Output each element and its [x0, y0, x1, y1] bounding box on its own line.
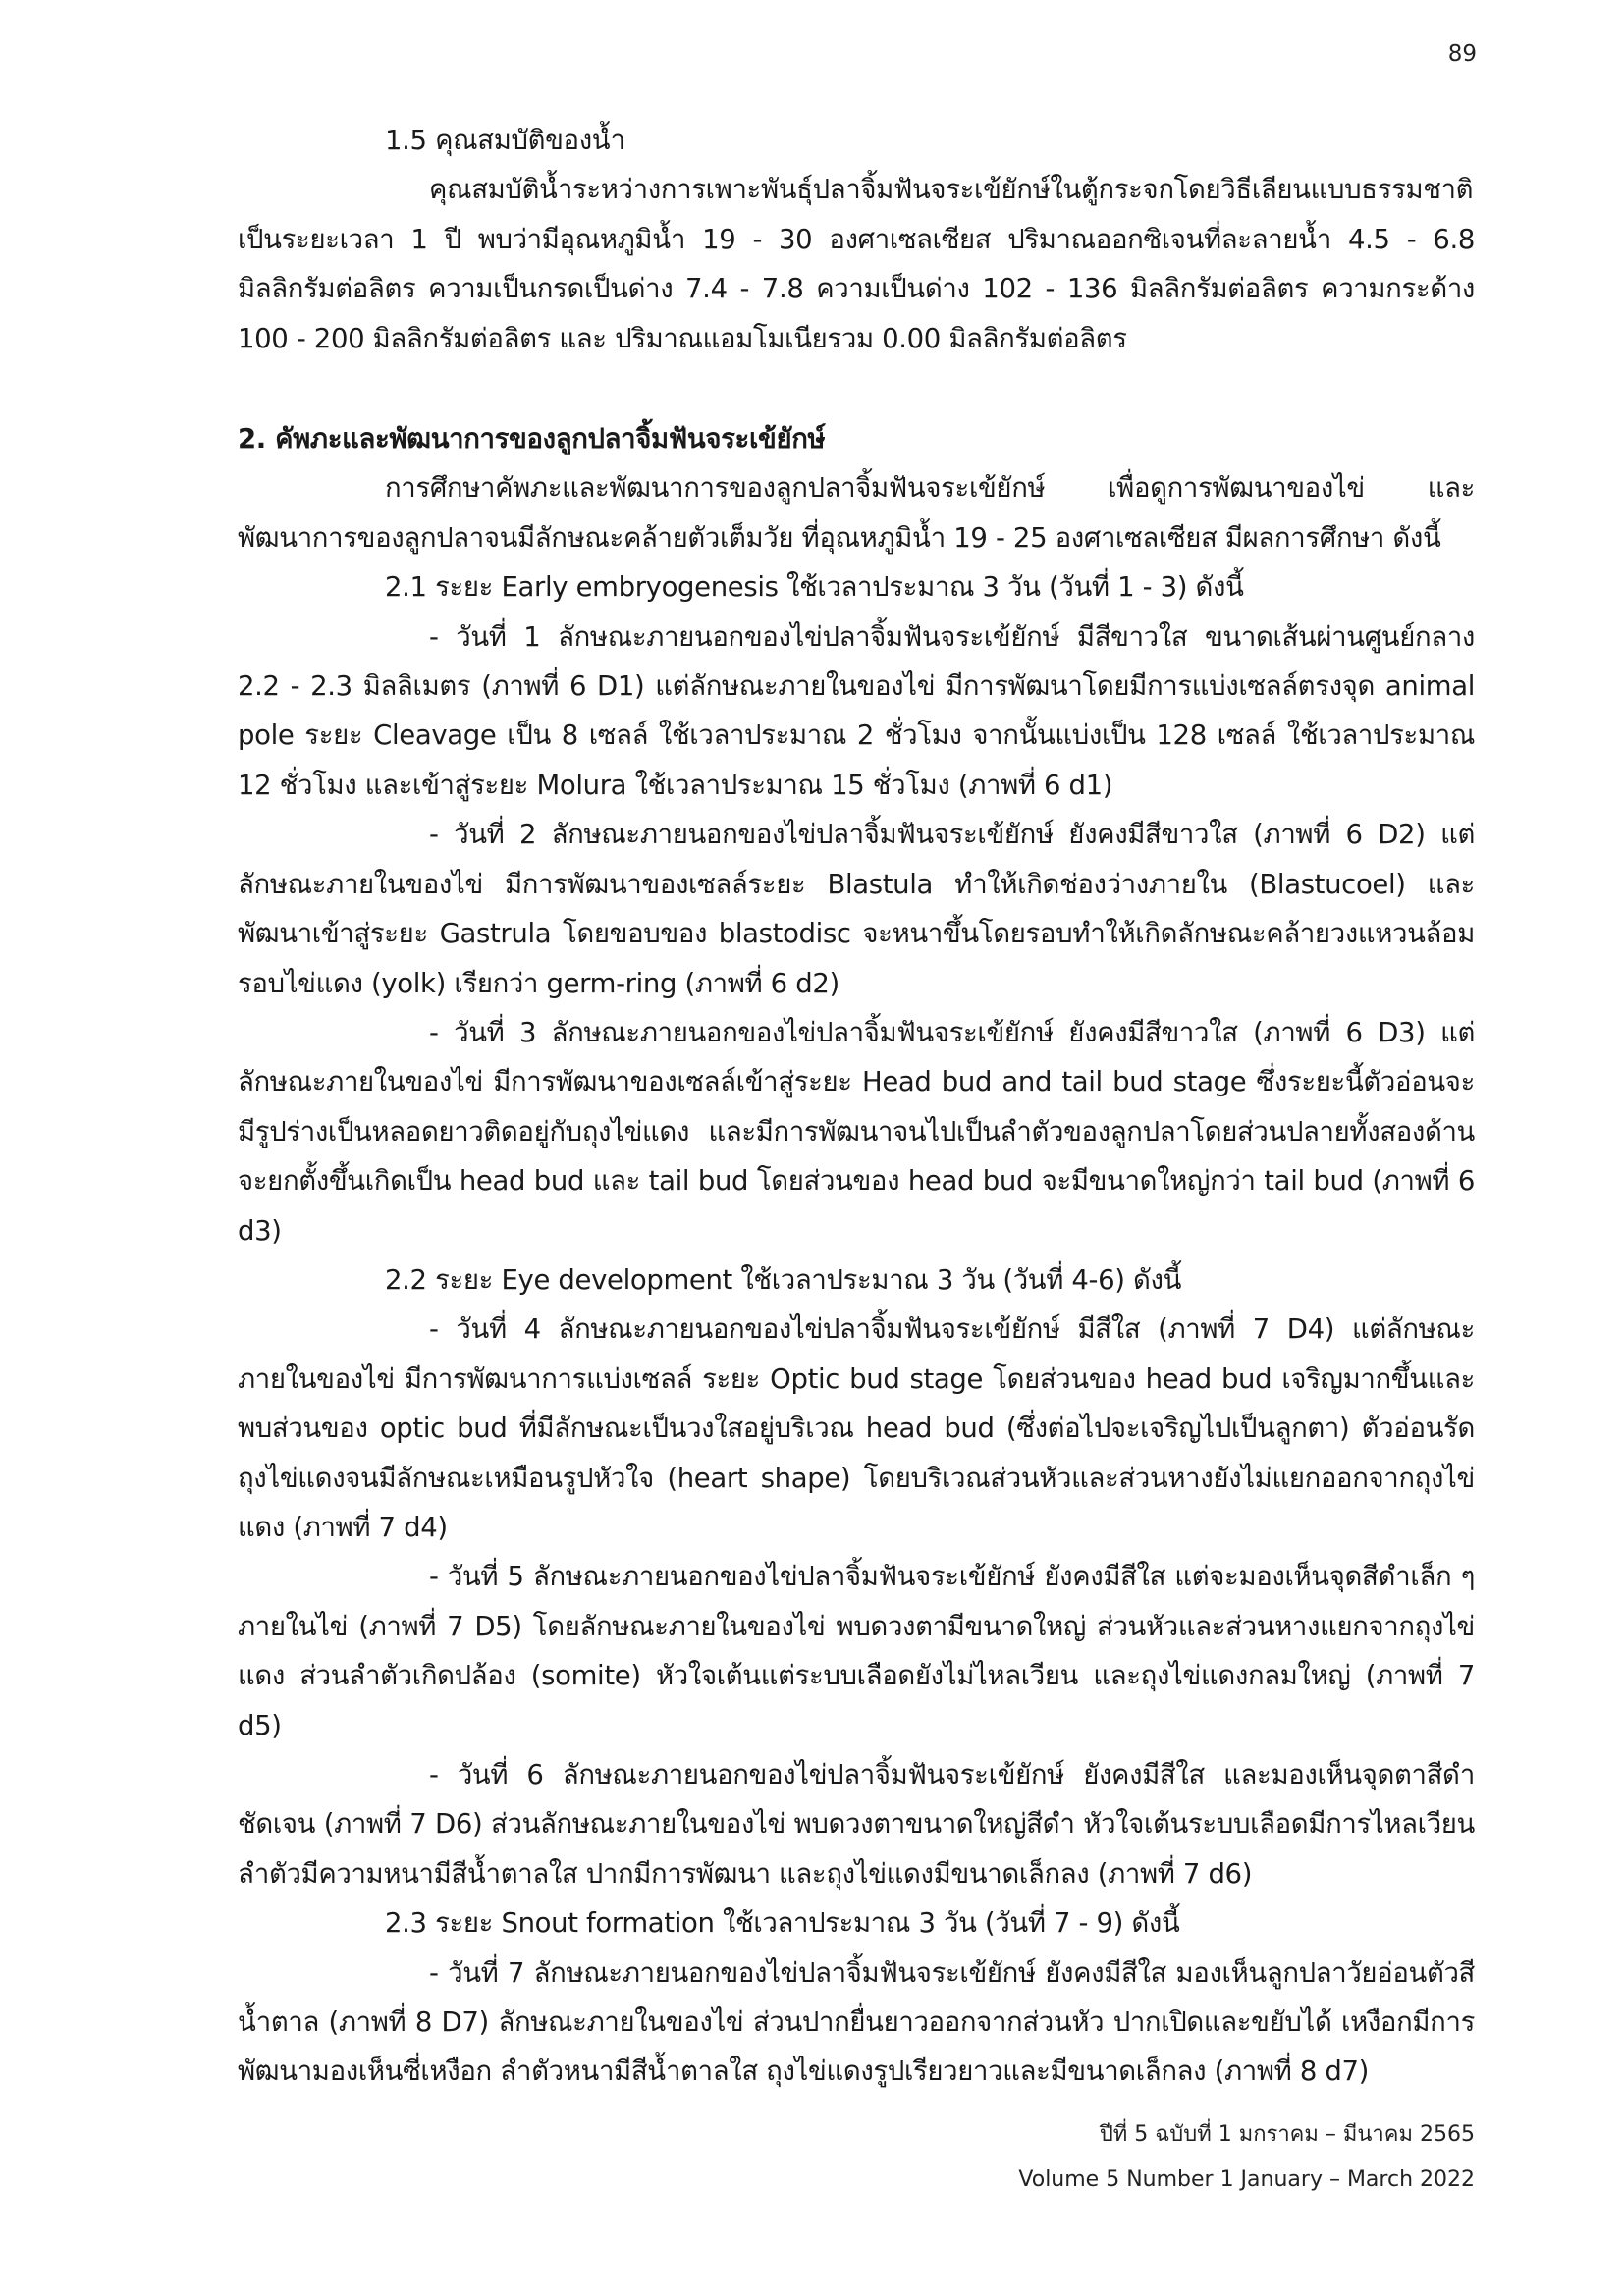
journal-footer [1018, 2112, 1475, 2203]
stage-2-3-title: 2.3 ระยะ Snout formation ใช้เวลาประมาณ 3 วัน (วันที่ 7 - 9) ดังนี้ [385, 1907, 1180, 1940]
section-2-intro: การศึกษาคัพภะและพัฒนาการของลูกปลาจิ้มฟันจระเข้ยักษ์ เพื่อดูการพัฒนาของไข่ และพัฒนาการของลูกปลาจนมีลักษณะคล้ายตัวเต็มวัย ที่อุณหภูมิน้ำ 19 - 25 องศาเซลเซียส มีผลการศึกษา ดังนี้ [238, 472, 1475, 554]
day-2-paragraph: - วันที่ 2 ลักษณะภายนอกของไข่ปลาจิ้มฟันจระเข้ยักษ์ ยังคงมีสีขาวใส (ภาพที่ 6 D2) แต่ลักษณะภายในของไข่ มีการพัฒนาของเซลล์ระยะ Blastula ทำให้เกิดช่องว่างภายใน (Blastucoel) และพัฒนาเข้าสู่ระยะ Gastrula โดยขอบของ blastodisc จะหนาขึ้นโดยรอบทำให้เกิดลักษณะคล้ายวงแหวนล้อมรอบไข่แดง (yolk) เรียกว่า germ-ring (ภาพที่ 6 d2) [238, 819, 1475, 999]
section-2-heading: 2. คัพภะและพัฒนาการของลูกปลาจิ้มฟันจระเข้ยักษ์ [238, 423, 826, 455]
section-1-5-title: 1.5 คุณสมบัติของน้ำ [385, 125, 625, 156]
day-7-paragraph: - วันที่ 7 ลักษณะภายนอกของไข่ปลาจิ้มฟันจระเข้ยักษ์ ยังคงมีสีใส มองเห็นลูกปลาวัยอ่อนตัวสีน้ำตาล (ภาพที่ 8 D7) ลักษณะภายในของไข่ ส่วนปากยื่นยาวออกจากส่วนหัว ปากเปิดและขยับได้ เหงือกมีการพัฒนามองเห็นซี่เหงือก ลำตัวหนามีสีน้ำตาลใส ถุงไข่แดงรูปเรียวยาวและมีขนาดเล็กลง (ภาพที่ 8 d7) [238, 1956, 1475, 2088]
day-3-paragraph: - วันที่ 3 ลักษณะภายนอกของไข่ปลาจิ้มฟันจระเข้ยักษ์ ยังคงมีสีขาวใส (ภาพที่ 6 D3) แต่ลักษณะภายในของไข่ มีการพัฒนาของเซลล์เข้าสู่ระยะ Head bud and tail bud stage ซึ่งระยะนี้ตัวอ่อนจะมีรูปร่างเป็นหลอดยาวติดอยู่กับถุงไข่แดง และมีการพัฒนาจนไปเป็นลำตัวของลูกปลาโดยส่วนปลายทั้งสองด้านจะยกตั้งขึ้นเกิดเป็น head bud และ tail bud โดยส่วนของ head bud จะมีขนาดใหญ่กว่า tail bud (ภาพที่ 6 d3) [238, 1016, 1475, 1247]
article-body [238, 116, 1475, 2097]
day-5-paragraph: - วันที่ 5 ลักษณะภายนอกของไข่ปลาจิ้มฟันจระเข้ยักษ์ ยังคงมีสีใส แต่จะมองเห็นจุดสีดำเล็ก ๆ ภายในไข่ (ภาพที่ 7 D5) โดยลักษณะภายในของไข่ พบดวงตามีขนาดใหญ่ ส่วนหัวและส่วนหางแยกจากถุงไข่แดง ส่วนลำตัวเกิดปล้อง (somite) หัวใจเต้นแต่ระบบเลือดยังไม่ไหลเวียน และถุงไข่แดงกลมใหญ่ (ภาพที่ 7 d5) [238, 1561, 1475, 1741]
day-1-paragraph: - วันที่ 1 ลักษณะภายนอกของไข่ปลาจิ้มฟันจระเข้ยักษ์ มีสีขาวใส ขนาดเส้นผ่านศูนย์กลาง 2.2 - 2.3 มิลลิเมตร (ภาพที่ 6 D1) แต่ลักษณะภายในของไข่ มีการพัฒนาโดยมีการแบ่งเซลล์ตรงจุด animal pole ระยะ Cleavage เป็น 8 เซลล์ ใช้เวลาประมาณ 2 ชั่วโมง จากนั้นแบ่งเป็น 128 เซลล์ ใช้เวลาประมาณ 12 ชั่วโมง และเข้าสู่ระยะ Molura ใช้เวลาประมาณ 15 ชั่วโมง (ภาพที่ 6 d1) [238, 620, 1475, 801]
stage-2-1-title: 2.1 ระยะ Early embryogenesis ใช้เวลาประมาณ 3 วัน (วันที่ 1 - 3) ดังนี้ [385, 571, 1244, 604]
day-6-paragraph: - วันที่ 6 ลักษณะภายนอกของไข่ปลาจิ้มฟันจระเข้ยักษ์ ยังคงมีสีใส และมองเห็นจุดตาสีดำชัดเจน (ภาพที่ 7 D6) ส่วนลักษณะภายในของไข่ พบดวงตาขนาดใหญ่สีดำ หัวใจเต้นระบบเลือดมีการไหลเวียน ลำตัวมีความหนามีสีน้ำตาลใส ปากมีการพัฒนา และถุงไข่แดงมีขนาดเล็กลง (ภาพที่ 7 d6) [238, 1759, 1475, 1890]
day-4-paragraph: - วันที่ 4 ลักษณะภายนอกของไข่ปลาจิ้มฟันจระเข้ยักษ์ มีสีใส (ภาพที่ 7 D4) แต่ลักษณะภายในของไข่ มีการพัฒนาการแบ่งเซลล์ ระยะ Optic bud stage โดยส่วนของ head bud เจริญมากขึ้นและพบส่วนของ optic bud ที่มีลักษณะเป็นวงใสอยู่บริเวณ head bud (ซึ่งต่อไปจะเจริญไปเป็นลูกตา) ตัวอ่อนรัดถุงไข่แดงจนมีลักษณะเหมือนรูปหัวใจ (heart shape) โดยบริเวณส่วนหัวและส่วนหางยังไม่แยกออกจากถุงไข่แดง (ภาพที่ 7 d4) [238, 1313, 1475, 1543]
stage-2-2-title: 2.2 ระยะ Eye development ใช้เวลาประมาณ 3 วัน (วันที่ 4-6) ดังนี้ [385, 1263, 1182, 1296]
section-1-5-paragraph: คุณสมบัติน้ำระหว่างการเพาะพันธุ์ปลาจิ้มฟันจระเข้ยักษ์ในตู้กระจกโดยวิธีเลียนแบบธรรมชาติ เป็นระยะเวลา 1 ปี พบว่ามีอุณหภูมิน้ำ 19 - 30 องศาเซลเซียส ปริมาณออกซิเจนที่ละลายน้ำ 4.5 - 6.8 มิลลิกรัมต่อลิตร ความเป็นกรดเป็นด่าง 7.4 - 7.8 ความเป็นด่าง 102 - 136 มิลลิกรัมต่อลิตร ความกระด้าง 100 - 200 มิลลิกรัมต่อลิตร และ ปริมาณแอมโมเนียรวม 0.00 มิลลิกรัมต่อลิตร [238, 174, 1475, 354]
footer-issue-thai: ปีที่ 5 ฉบับที่ 1 มกราคม – มีนาคม 2565 [1099, 2122, 1475, 2147]
footer-issue-english: Volume 5 Number 1 January – March 2022 [1018, 2167, 1475, 2192]
page-number: 89 [1447, 41, 1477, 67]
